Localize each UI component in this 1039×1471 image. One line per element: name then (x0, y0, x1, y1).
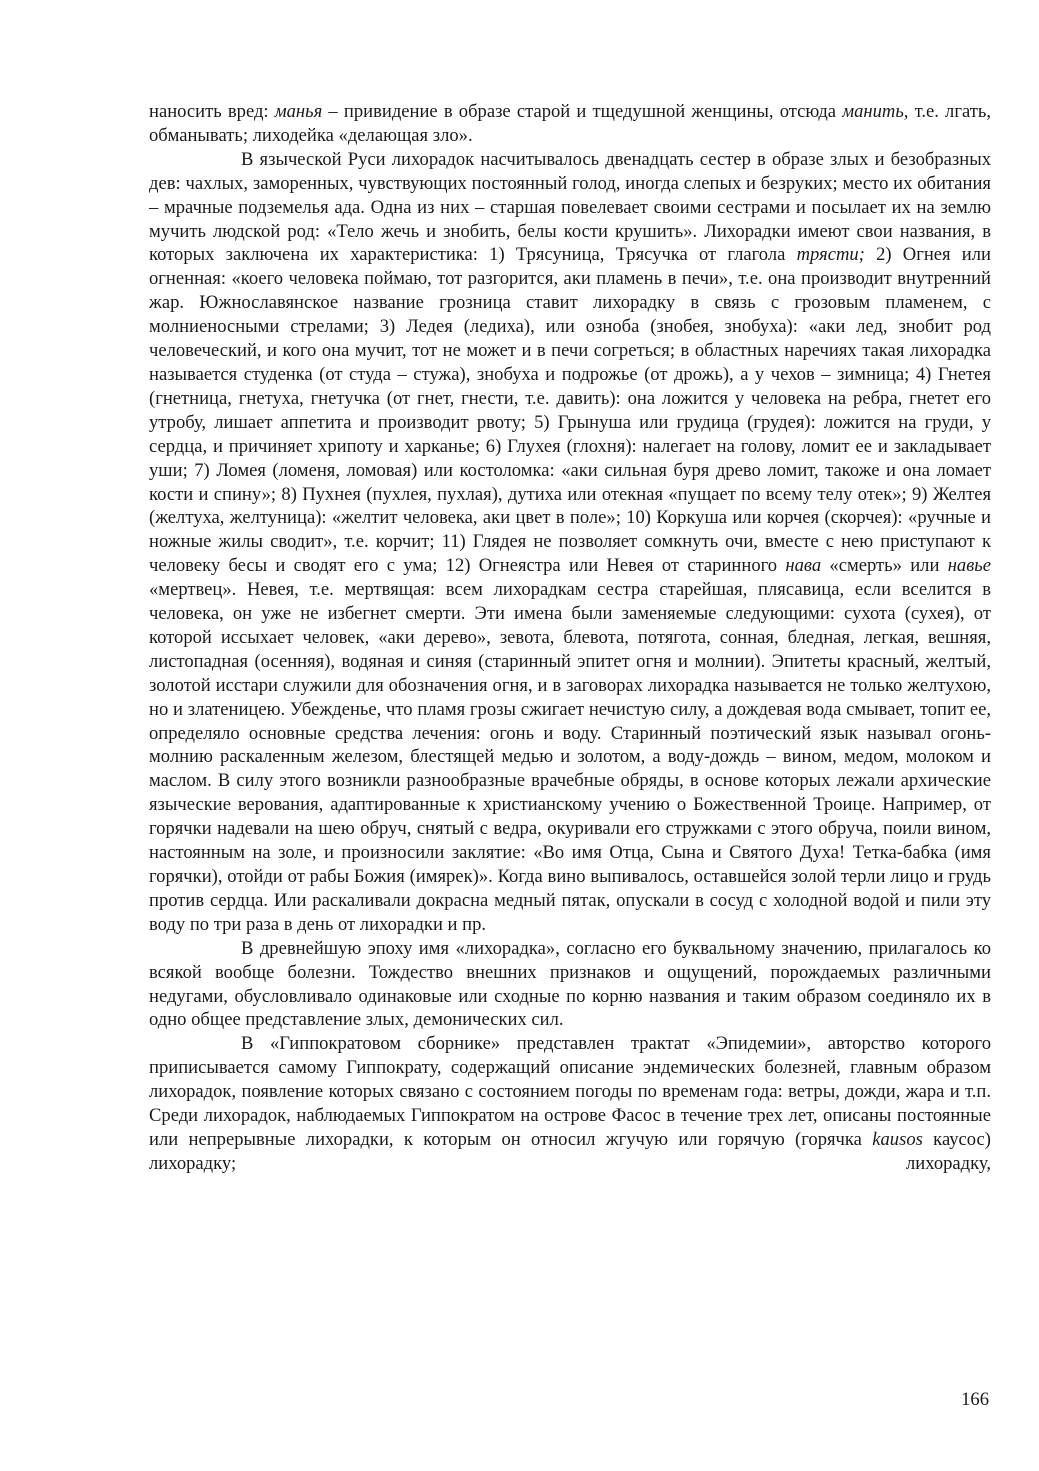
page-number: 166 (961, 1389, 989, 1410)
paragraph-1-text-3: т.е. лгать, обманывать; лиходейка «делающая зло». (149, 101, 991, 146)
paragraph-2-text-1: В языческой Руси лихорадок насчитывалось двенадцать сестер в образе злых и безобразных дев: чахлых, заморенных, чувствующих постоянный голод, иногда слепых и безруких; место их обитания – мрачные подземелья ада. Одна из них – старшая повелевает своими сестрами и посылает их на землю мучить людской род: «Тело жечь и знобить, белы кости крушить». Лихорадки имеют свои названия, в которых заключена их характеристика: 1) Трясуница, Трясучка от глагола (149, 148, 991, 266)
paragraph-1 (149, 100, 991, 148)
paragraph-2-text-2: 2) Огнея или огненная: «коего человека поймаю, тот разгорится, аки пламень в печи», т.е. она производит внутренний жар. Южнославянское название грозница ставит лихорадку в связь с грозовым пламенем, с молниеносными стрелами; 3) Ледея (ледиха), или озноба (знобея, знобуха): «аки лед, знобит род человеческий, и кого она мучит, тот не может и в печи согреться; в областных наречиях такая лихорадка называется студенка (от студа – стужа), знобуха и подрожье (от дрожь), а у чехов – зимница; 4) Гнетея (гнетница, гнетуха, гнетучка (от гнет, гнести, т.е. давить): она ложится у человека на ребра, гнетет его утробу, лишает аппетита и производит рвоту; 5) Грынуша или грудица (грудея): ложится на груди, у сердца, и причиняет хрипоту и харканье; 6) Глухея (глохня): налегает на голову, ломит ее и закладывает уши; 7) Ломея (ломеня, ломовая) или костоломка: «аки сильная буря древо ломит, такоже и она ломает кости и спину»; 8) Пухнея (пухлея, пухлая), дутиха или отекная «пущает по всему телу отек»; 9) Желтея (желтуха, желтуница): «желтит человека, аки цвет в поле»; 10) Коркуша или корчея (скорчея): «ручные и ножные жилы сводит», т.е. корчит; 11) Глядея не позволяет сомкнуть очи, вместе с нею приступают к человеку бесы и сводят его с ума; 12) Огнеястра или Невея от старинного (149, 244, 991, 577)
paragraph-2-text-4: «мертвец». Невея, т.е. мертвящая: всем лихорадкам сестра старейшая, плясавица, если вселится в человека, он уже не избегнет смерти. Эти имена были заменяемые следующими: сухота (сухея), от которой иссыхает человек, «аки дерево», зевота, блевота, потягота, сонная, бледная, легкая, вешняя, листопадная (осенняя), водяная и синяя (старинный эпитет огня и молнии). Эпитеты красный, желтый, золотой исстари служили для обозначения огня, и в заговорах лихорадка называется не только желтухою, но и златеницею. Убежденье, что пламя грозы сжигает нечистую силу, а дождевая вода смывает, топит ее, определяло основные средства лечения: огонь и воду. Старинный поэтический язык называл огонь-молнию раскаленным железом, блестящей медью и золотом, а воду-дождь – вином, медом, молоком и маслом. В силу этого возникли разнообразные врачебные обряды, в основе которых лежали архические языческие верования, адаптированные к христианскому учению о Божественной Троице. Например, от горячки надевали на шею обруч, снятый с ведра, окуривали его стружками с этого обруча, поили вином, настоянным на золе, и произносили заклятие: «Во имя Отца, Сына и Святого Духа! Тетка-бабка (имя горячки), отойди от рабы Божия (имярек)». Когда вино выпивалось, оставшейся золой терли лицо и грудь против сердца. Или раскаливали докрасна медный пятак, опускали в сосуд с холодной водой и пили эту воду по три раза в день от лихорадки и пр. (149, 579, 991, 935)
paragraph-2 (149, 148, 991, 937)
paragraph-2-italic-2: нава (785, 555, 822, 577)
paragraph-3: В древнейшую эпоху имя «лихорадка», согласно его буквальному значению, прилагалось ко всякой вообще болезни. Тождество внешних признаков и ощущений, порождаемых различными недугами, обусловливало одинаковые или сходные по корню названия и таким образом соединяло их в одно общее представление злых, демонических сил. (149, 937, 991, 1031)
paragraph-4-italic-1: kausos (872, 1128, 923, 1150)
paragraph-1-italic-2: манить, (842, 101, 909, 122)
paragraph-4-text-2: каусос) лихорадку; лихорадку, (149, 1128, 992, 1174)
paragraph-1-text-1: наносить вред: (149, 101, 275, 122)
paragraph-1-text-2: – привидение в образе старой и тщедушной женщины, отсюда (322, 101, 843, 122)
paragraph-4-text-1: В «Гиппократовом сборнике» представлен трактат «Эпидемии», авторство которого приписывается самому Гиппократу, содержащий описание эндемических болезней, главным образом лихорадок, появление которых связано с состоянием погоды по временам года: ветры, дожди, жара и т.п. Среди лихорадок, наблюдаемых Гиппократом на острове Фасос в течение трех лет, описаны постоянные или непрерывные лихорадки, к которым он относил жгучую или горячую (горячка (149, 1033, 991, 1150)
document-body (149, 100, 991, 1176)
paragraph-4 (149, 1032, 991, 1175)
paragraph-2-text-3: «смерть» или (821, 555, 948, 577)
paragraph-2-italic-3: навье (947, 555, 991, 577)
paragraph-2-italic-1: трясти; (796, 244, 865, 266)
paragraph-1-italic-1: манья (274, 101, 323, 122)
